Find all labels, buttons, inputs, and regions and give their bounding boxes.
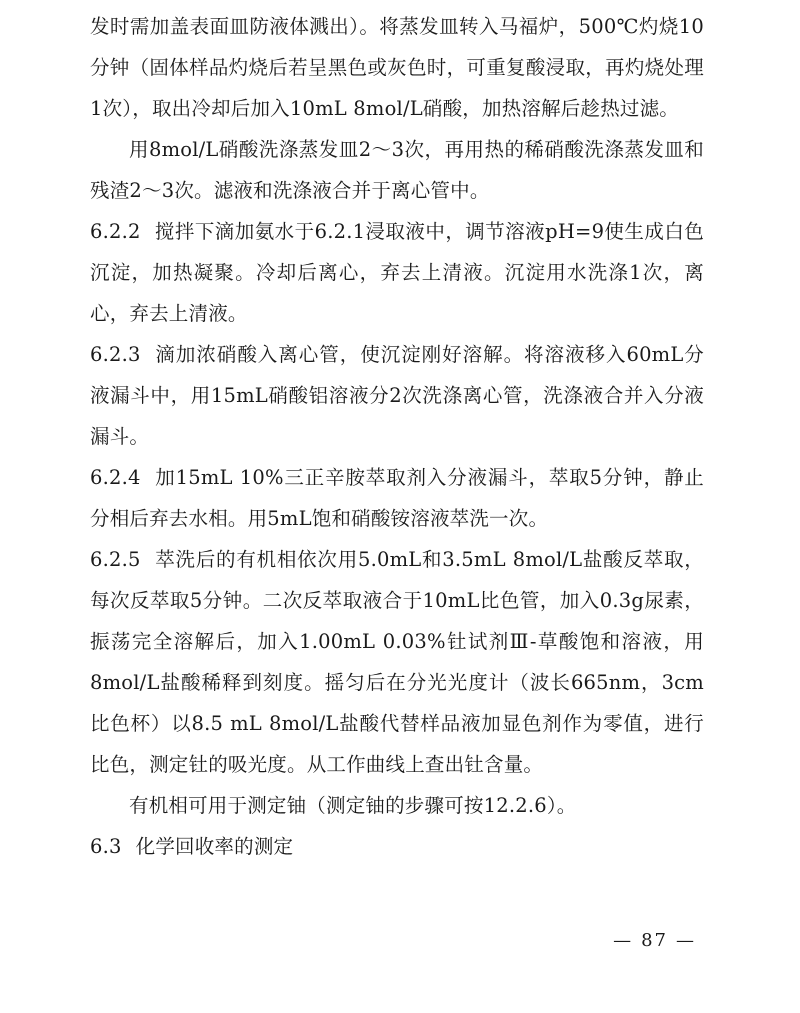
section-text-6-2-5: 萃洗后的有机相依次用5.0mL和3.5mL 8mol/L盐酸反萃取，每次反萃取5分钟。二次反萃取液合于10mL比色管，加入0.3g尿素，振荡完全溶解后，加入1.00mL 0.03%钍试剂Ⅲ-草酸饱和溶液，用8mol/L盐酸稀释到刻度。摇匀后在分光光度计（波长665nm，3cm比色杯）以8.5 mL 8mol/L盐酸代替样品液加显色剂作为零值，进行比色，测定钍的吸光度。从工作曲线上查出钍含量。 (90, 548, 704, 776)
footer-dash-right: — (676, 930, 696, 951)
paragraph-section-6-2-5 (90, 539, 704, 785)
section-text-6-3: 化学回收率的测定 (135, 835, 294, 858)
paragraph-continuation: 发时需加盖表面皿防液体溅出）。将蒸发皿转入马福炉，500℃灼烧10分钟（固体样品灼烧后若呈黑色或灰色时，可重复酸浸取，再灼烧处理1次），取出冷却后加入10mL 8mol/L硝酸，加热溶解后趁热过滤。 (90, 15, 704, 120)
section-text-6-2-3: 滴加浓硝酸入离心管，使沉淀刚好溶解。将溶液移入60mL分液漏斗中，用15mL硝酸铝溶液分2次洗涤离心管，洗涤液合并入分液漏斗。 (90, 343, 704, 448)
section-number-6-2-5: 6.2.5 (90, 548, 141, 571)
paragraph-organic-phase: 有机相可用于测定铀（测定铀的步骤可按12.2.6）。 (129, 794, 577, 817)
section-text-6-2-4: 加15mL 10%三正辛胺萃取剂入分液漏斗，萃取5分钟，静止分相后弃去水相。用5mL饱和硝酸铵溶液萃洗一次。 (90, 466, 704, 530)
page-number: 87 (641, 930, 668, 951)
section-number-6-2-3: 6.2.3 (90, 343, 141, 366)
page-footer (0, 930, 704, 951)
paragraph-section-6-2-4 (90, 457, 704, 539)
paragraph-section-6-3 (90, 826, 704, 867)
paragraph-wash-step: 用8mol/L硝酸洗涤蒸发皿2～3次，再用热的稀硝酸洗涤蒸发皿和残渣2～3次。滤液和洗涤液合并于离心管中。 (90, 138, 704, 202)
document-body (90, 0, 704, 867)
section-number-6-2-4: 6.2.4 (90, 466, 141, 489)
section-number-6-3: 6.3 (90, 835, 122, 858)
paragraph-section-6-2-3 (90, 334, 704, 457)
footer-dash-left: — (613, 930, 634, 951)
section-text-6-2-2: 搅拌下滴加氨水于6.2.1浸取液中，调节溶液pH=9使生成白色沉淀，加热凝聚。冷却后离心，弃去上清液。沉淀用水洗涤1次，离心，弃去上清液。 (90, 220, 704, 325)
paragraph-section-6-2-2 (90, 211, 704, 334)
section-number-6-2-2: 6.2.2 (90, 220, 141, 243)
